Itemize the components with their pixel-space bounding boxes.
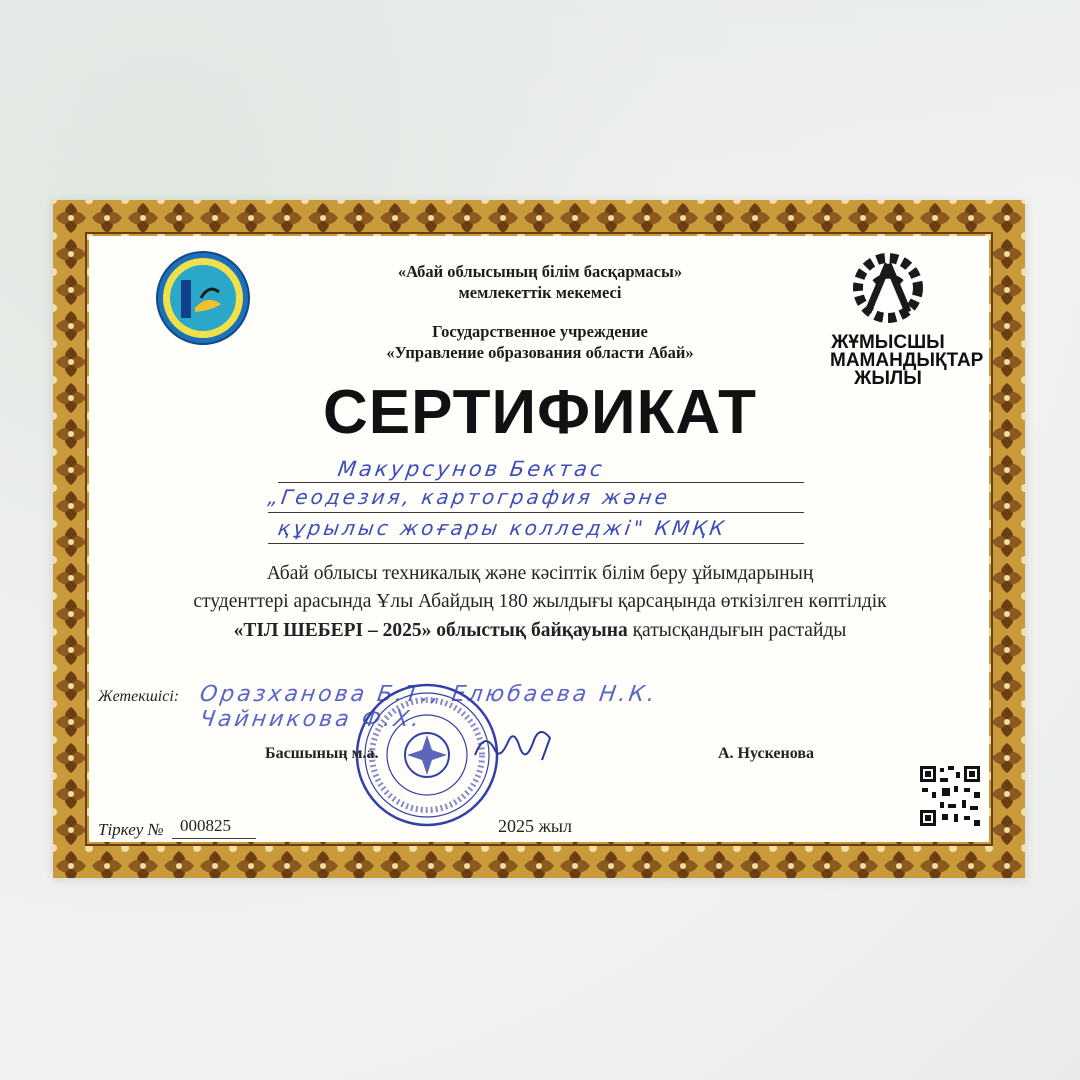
certificate-title: СЕРТИФИКАТ [323, 378, 757, 447]
org-kz-line2: мемлекеттік мекемесі [458, 283, 622, 302]
signatory-label: Басшының м.а. [265, 745, 379, 762]
institution-underline1 [268, 512, 804, 513]
body-line2: студенттері арасында Ұлы Абайдың 180 жылдығы қарсаңында өткізілген көптілдік [193, 591, 887, 612]
org-kz-line1: «Абай облысының білім басқармасы» [397, 262, 683, 281]
qr-code [918, 764, 982, 828]
institution-underline2 [268, 543, 804, 544]
recipient-underline [278, 482, 804, 483]
logo-text-line3: ЖЫЛЫ [854, 368, 922, 389]
certificate-year: 2025 жыл [498, 816, 573, 836]
supervisor-names-line1: Оразханова Б.Т., Елюбаева Н.К. [198, 682, 660, 707]
logo-text-line1: ЖҰМЫСШЫ [831, 332, 945, 353]
supervisor-names-line2: Чайникова Ф.Х. [198, 707, 424, 732]
registration-number: 000825 [180, 816, 231, 835]
signatory-name: А. Нускенова [718, 745, 814, 762]
body-line3-rest: қатысқандығын растайды [627, 620, 847, 641]
registration-underline [172, 838, 256, 839]
recipient-name: Макурсунов Бектас [336, 457, 607, 481]
registration-label: Тіркеу № [98, 820, 164, 839]
contest-name: «ТІЛ ШЕБЕРІ – 2025» облыстық байқауына [233, 620, 628, 641]
institution-line2: құрылыс жоғары колледжі" КМҚК [276, 516, 729, 540]
org-ru-line1: Государственное учреждение [432, 322, 648, 341]
org-ru-line2: «Управление образования области Абай» [386, 343, 694, 362]
handwritten-signature [470, 720, 560, 770]
background-shade [0, 0, 1080, 200]
institution-line1: „Геодезия, картография және [266, 485, 672, 509]
body-line3 [0, 620, 1080, 642]
supervisor-label: Жетекшісі: [98, 688, 180, 705]
logo-text-line2: МАМАНДЫҚТАР [830, 350, 984, 371]
body-line1: Абай облысы техникалық және кәсіптік білім беру ұйымдарының [266, 563, 814, 584]
